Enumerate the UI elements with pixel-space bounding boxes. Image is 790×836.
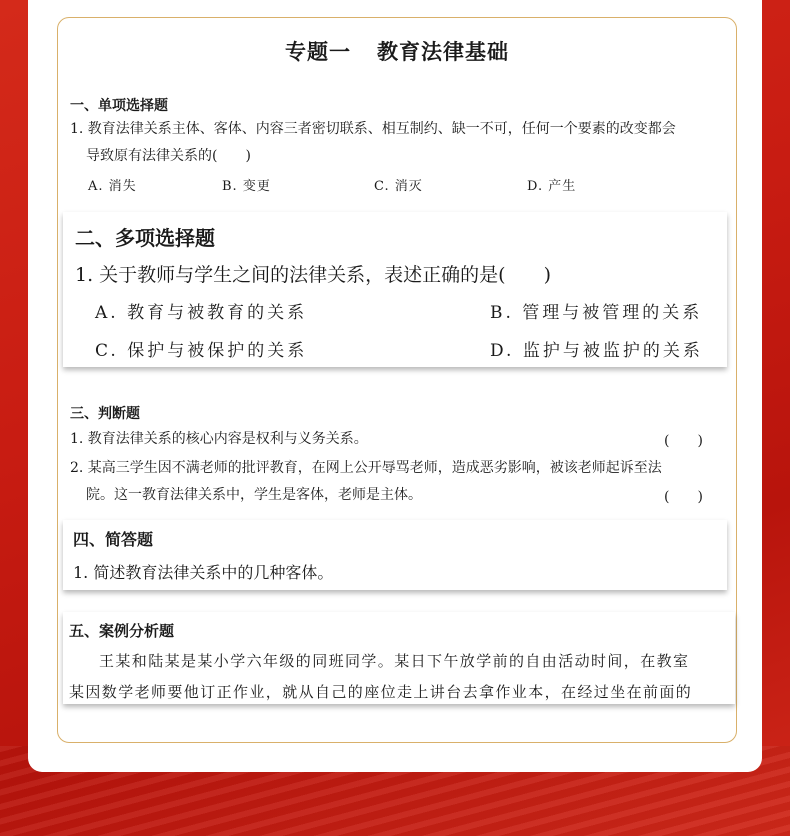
s2-option-c: C. 保护与被保护的关系 [95,341,308,361]
section-case-analysis-heading: 五、案例分析题 [69,622,175,640]
section-multiple-choice-heading: 二、多项选择题 [75,226,215,250]
s2-question: 1. 关于教师与学生之间的法律关系，表述正确的是( ) [75,264,551,286]
s2-option-b: B. 管理与被管理的关系 [490,303,703,323]
section-single-choice-heading: 一、单项选择题 [70,98,168,114]
s1-question: 1. 教育法律关系主体、客体、内容三者密切联系、相互制约、缺一不可，任何一个要素的改变都会 导致原有法律关系的( ) [70,121,676,164]
s1-option-b: B. 变更 [222,179,271,194]
section-short-answer-heading: 四、简答题 [73,530,154,549]
s1-option-d: D. 产生 [527,179,577,194]
section-true-false-heading: 三、判断题 [70,406,140,422]
s2-sheet [63,212,727,367]
s3-q2: 2. 某高三学生因不满老师的批评教育，在网上公开辱骂老师，造成恶劣影响，被该老师起诉至法 院。这一教育法律关系中，学生是客体，老师是主体。 [70,460,662,503]
s1-option-c: C. 消灭 [374,179,423,194]
s1-option-a: A. 消失 [88,179,137,194]
page-title: 专题一 教育法律基础 [285,39,509,64]
s3-q1: 1. 教育法律关系的核心内容是权利与义务关系。 [70,431,368,447]
s4-question: 1. 简述教育法律关系中的几种客体。 [73,563,334,582]
s5-sheet [63,612,735,704]
s3-q1-answer-blank: ( ) [664,433,703,449]
s2-option-d: D. 监护与被监护的关系 [490,341,703,361]
s2-option-a: A. 教育与被教育的关系 [95,303,308,323]
s5-case-text: 王某和陆某是某小学六年级的同班同学。某日下午放学前的自由活动时间，在教室 某因数学老师要他订正作业，就从自己的座位走上讲台去拿作业本，在经过坐在前面的 [69,652,693,701]
s4-sheet [63,520,727,590]
s3-q2-answer-blank: ( ) [664,489,703,505]
